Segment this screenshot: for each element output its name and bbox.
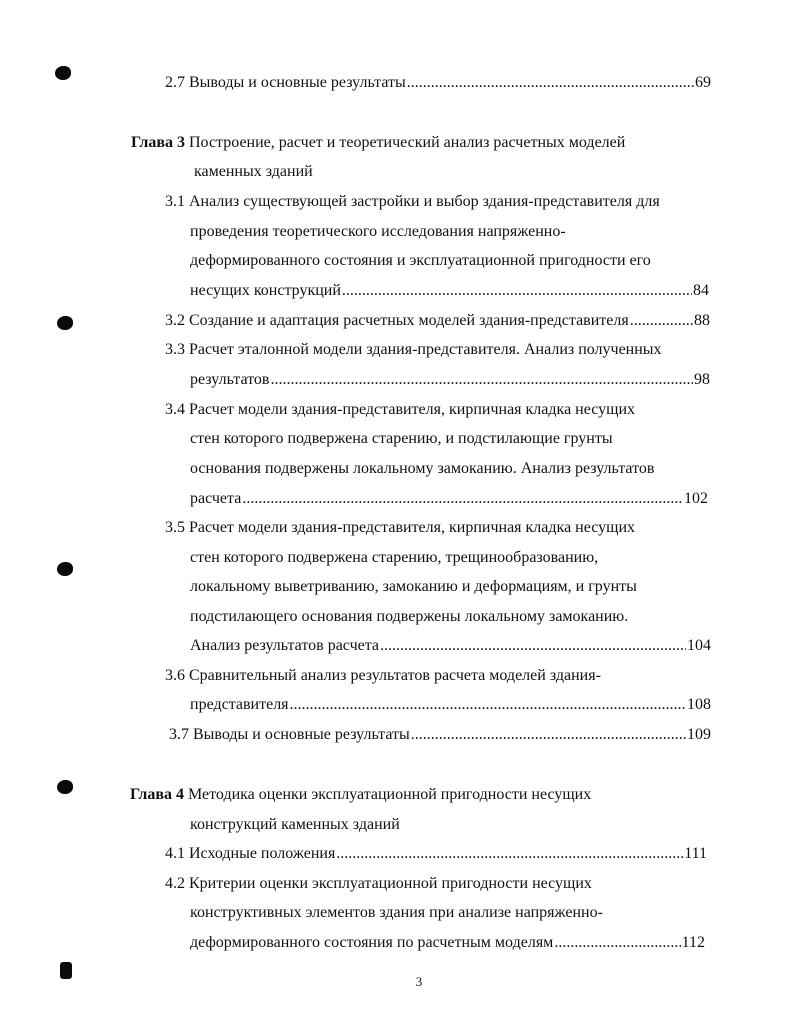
toc-entry-text: 4.2 Критерии оценки эксплуатационной пригодности несущих [165,875,592,892]
toc-page-number: 112 [681,934,705,951]
toc-entry-3-6[interactable] [190,695,711,715]
toc-entry-text: деформированного состояния и эксплуатационной пригодности его [190,252,651,269]
toc-entry-3-2[interactable] [165,311,710,331]
toc-page-number: 104 [687,637,711,654]
toc-entry-label: результатов [190,371,270,388]
chapter-title-continuation: каменных зданий [194,163,313,180]
toc-entry-text: подстилающего основания подвержены локальному замоканию. [190,608,629,625]
toc-leader-dots [342,281,692,301]
toc-entry-label: несущих конструкций [190,282,341,299]
chapter-prefix: Глава 3 [131,134,185,151]
toc-page-number: 98 [694,371,710,388]
toc-entry-label: 4.1 Исходные положения [165,845,336,862]
toc-leader-dots [407,73,694,93]
chapter-3-heading[interactable] [131,133,625,153]
toc-entry-text: стен которого подвержена старению, трещинообразованию, [190,549,599,566]
toc-page-number: 108 [687,696,711,713]
toc-entry-text: стен которого подвержена старению, и подстилающие грунты [190,430,613,447]
toc-leader-dots [630,311,693,331]
punch-hole-mark [55,66,71,80]
chapter-title: Методика оценки эксплуатационной пригодности несущих [184,786,592,803]
toc-entry-2-7[interactable] [165,73,711,93]
toc-entry-label: 2.7 Выводы и основные результаты [165,74,406,91]
punch-hole-mark [60,962,72,979]
toc-entry-text: конструктивных элементов здания при анализе напряженно- [190,904,603,921]
toc-entry-text: основания подвержены локальному замоканию. Анализ результатов [190,460,655,477]
toc-leader-dots [380,636,686,656]
toc-entry-3-1[interactable] [190,281,709,301]
punch-hole-mark [57,562,73,576]
toc-entry-label: 3.2 Создание и адаптация расчетных моделей здания-представителя [165,312,629,329]
toc-entry-text: 3.4 Расчет модели здания-представителя, кирпичная кладка несущих [165,401,635,418]
toc-page-number: 109 [687,726,711,743]
toc-entry-text: 3.5 Расчет модели здания-представителя, кирпичная кладка несущих [165,519,635,536]
chapter-4-heading[interactable] [130,785,591,805]
toc-page-number: 84 [693,282,709,299]
toc-leader-dots [336,844,683,864]
chapter-prefix: Глава 4 [130,786,184,803]
toc-leader-dots [270,370,693,390]
toc-page-number: 102 [684,490,708,507]
toc-entry-3-4[interactable] [190,489,708,509]
toc-entry-label: деформированного состояния по расчетным моделям [190,934,554,951]
toc-entry-text: 3.1 Анализ существующей застройки и выбор здания-представителя для [165,193,660,210]
punch-hole-mark [57,316,73,330]
toc-entry-label: 3.7 Выводы и основные результаты [169,726,410,743]
toc-entry-3-3[interactable] [190,370,710,390]
toc-leader-dots [554,933,680,953]
punch-hole-mark [57,780,73,794]
toc-entry-3-5[interactable] [190,636,711,656]
toc-entry-4-2[interactable] [190,933,705,953]
toc-page-number: 88 [694,312,710,329]
toc-page-number: 111 [684,845,707,862]
toc-leader-dots [290,695,686,715]
toc-entry-text: 3.6 Сравнительный анализ результатов расчета моделей здания- [165,667,601,684]
toc-leader-dots [242,489,683,509]
toc-entry-label: расчета [190,490,242,507]
page-number: 3 [415,974,423,989]
toc-entry-label: представителя [190,696,289,713]
chapter-title: Построение, расчет и теоретический анализ расчетных моделей [185,134,626,151]
toc-entry-text: 3.3 Расчет эталонной модели здания-представителя. Анализ полученных [165,341,662,358]
toc-leader-dots [411,725,686,745]
toc-entry-3-7[interactable] [169,725,711,745]
toc-page-number: 69 [695,74,711,91]
toc-entry-label: Анализ результатов расчета [190,637,380,654]
chapter-title-continuation: конструкций каменных зданий [190,816,400,833]
toc-entry-text: локальному выветриванию, замоканию и деформациям, и грунты [190,578,637,595]
toc-entry-text: проведения теоретического исследования напряженно- [190,223,566,240]
toc-entry-4-1[interactable] [165,844,707,864]
